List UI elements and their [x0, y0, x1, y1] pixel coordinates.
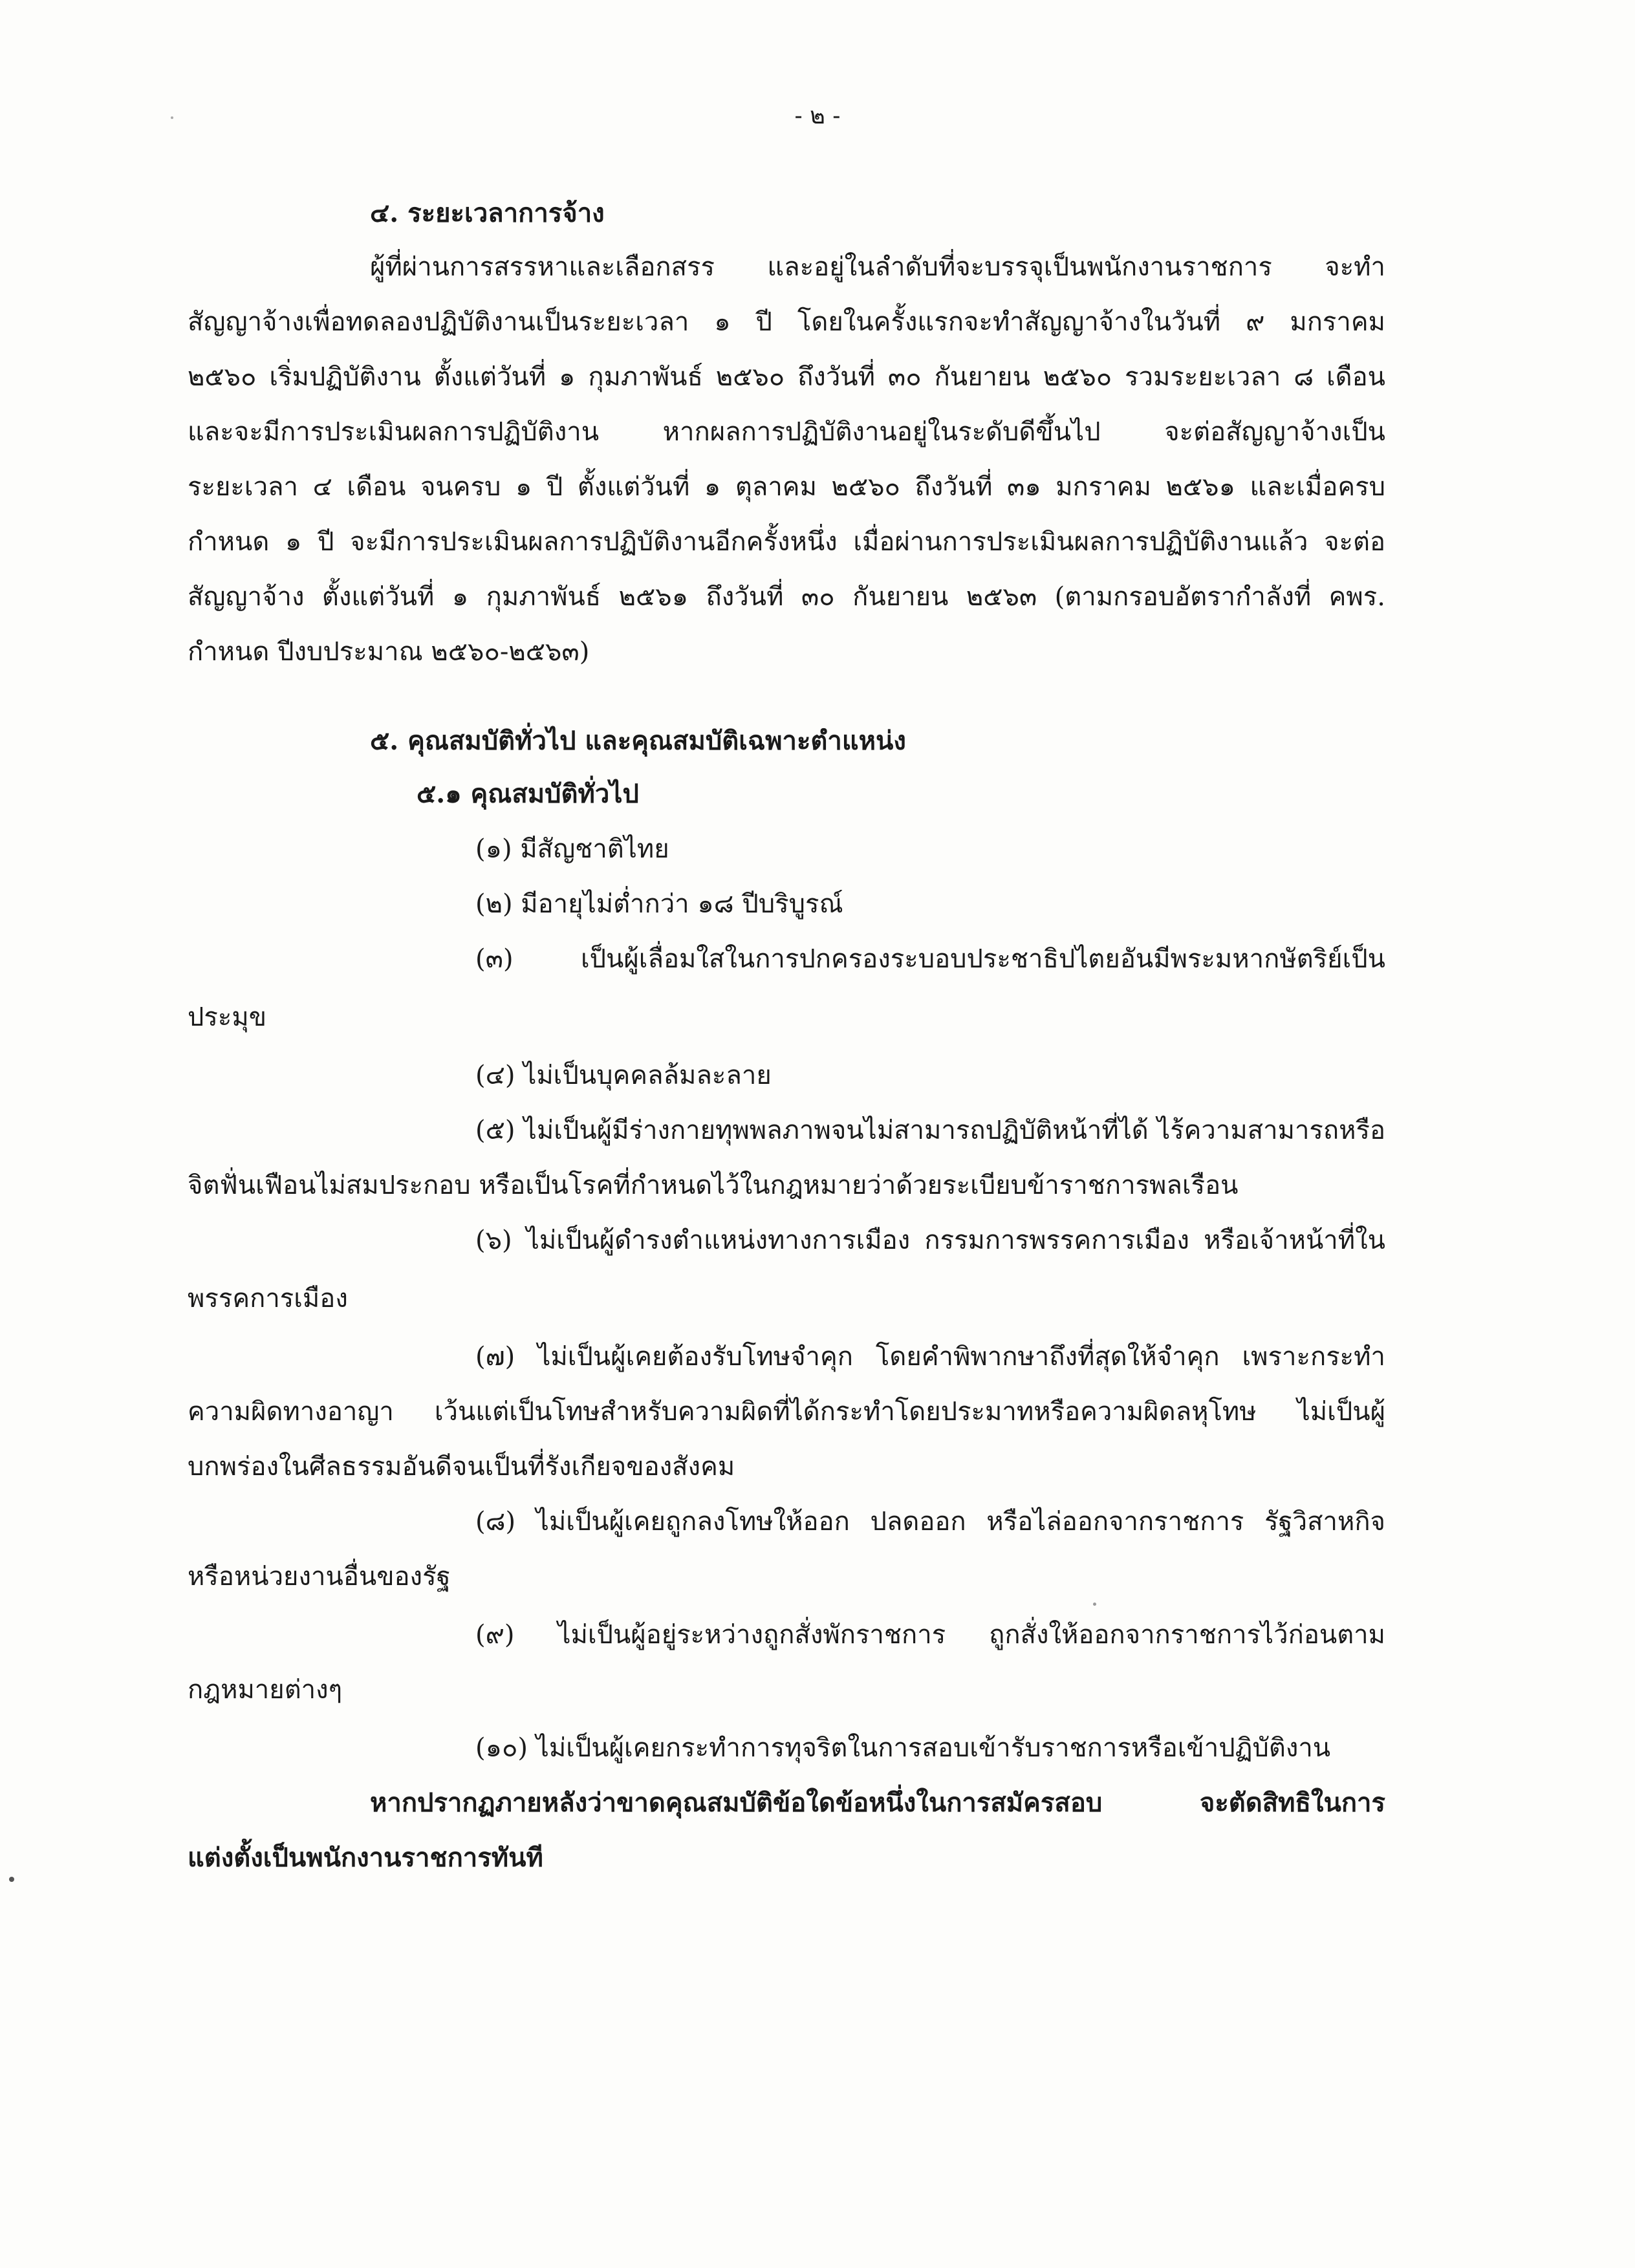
qualification-item-9-cont: กฎหมายต่างๆ — [188, 1675, 343, 1705]
qualification-item-8: (๘) ไม่เป็นผู้เคยถูกลงโทษให้ออก ปลดออก หรือไล่ออกจากราชการ รัฐวิสาหกิจ — [475, 1507, 1385, 1537]
section4-line-5: ระยะเวลา ๔ เดือน จนครบ ๑ ปี ตั้งแต่วันที่ ๑ ตุลาคม ๒๕๖๐ ถึงวันที่ ๓๑ มกราคม ๒๕๖๑ และเมื่อครบ — [188, 472, 1385, 502]
qualification-item-7-cont-2: บกพร่องในศีลธรรมอันดีจนเป็นที่รังเกียจของสังคม — [188, 1452, 735, 1482]
qualification-item-5: (๕) ไม่เป็นผู้มีร่างกายทุพพลภาพจนไม่สามารถปฏิบัติหน้าที่ได้ ไร้ความสามารถหรือ — [475, 1116, 1385, 1145]
scan-speck — [171, 116, 173, 119]
qualification-item-1: (๑) มีสัญชาติไทย — [475, 834, 669, 864]
qualification-item-5-cont: จิตฟั่นเฟือนไม่สมประกอบ หรือเป็นโรคที่กำหนดไว้ในกฎหมายว่าด้วยระเบียบข้าราชการพลเรือน — [188, 1171, 1239, 1200]
section4-line-3: ๒๕๖๐ เริ่มปฏิบัติงาน ตั้งแต่วันที่ ๑ กุมภาพันธ์ ๒๕๖๐ ถึงวันที่ ๓๐ กันยายน ๒๕๖๐ รวมระยะเวลา ๘ เดือน — [188, 362, 1385, 392]
qualification-item-4: (๔) ไม่เป็นบุคคลล้มละลาย — [475, 1061, 772, 1090]
section4-line-7: สัญญาจ้าง ตั้งแต่วันที่ ๑ กุมภาพันธ์ ๒๕๖๑ ถึงวันที่ ๓๐ กันยายน ๒๕๖๓ (ตามกรอบอัตรากำลังที่ คพร. — [188, 582, 1385, 612]
qualification-item-7: (๗) ไม่เป็นผู้เคยต้องรับโทษจำคุก โดยคำพิพากษาถึงที่สุดให้จำคุก เพราะกระทำ — [475, 1342, 1385, 1372]
qualification-item-8-cont: หรือหน่วยงานอื่นของรัฐ — [188, 1562, 451, 1592]
section4-line-4: และจะมีการประเมินผลการปฏิบัติงาน หากผลการปฏิบัติงานอยู่ในระดับดีขึ้นไป จะต่อสัญญาจ้างเป็น — [188, 417, 1385, 447]
qualification-item-10: (๑๐) ไม่เป็นผู้เคยกระทำการทุจริตในการสอบเข้ารับราชการหรือเข้าปฏิบัติงาน — [475, 1733, 1331, 1763]
page-number: - ๒ - — [794, 103, 841, 129]
section5-heading: ๕. คุณสมบัติทั่วไป และคุณสมบัติเฉพาะตำแหน่ง — [370, 726, 906, 756]
qualification-item-3-cont: ประมุข — [188, 1002, 267, 1032]
qualification-item-6: (๖) ไม่เป็นผู้ดำรงตำแหน่งทางการเมือง กรรมการพรรคการเมือง หรือเจ้าหน้าที่ใน — [475, 1226, 1385, 1255]
qualification-item-6-cont: พรรคการเมือง — [188, 1284, 348, 1313]
qualification-item-9: (๙) ไม่เป็นผู้อยู่ระหว่างถูกสั่งพักราชการ ถูกสั่งให้ออกจากราชการไว้ก่อนตาม — [475, 1620, 1385, 1650]
section4-line-6: กำหนด ๑ ปี จะมีการประเมินผลการปฏิบัติงานอีกครั้งหนึ่ง เมื่อผ่านการประเมินผลการปฏิบัติงานแล้ว จะต่อ — [188, 527, 1385, 557]
qualification-item-3: (๓) เป็นผู้เลื่อมใสในการปกครองระบอบประชาธิปไตยอันมีพระมหากษัตริย์เป็น — [475, 944, 1385, 974]
section4-heading: ๔. ระยะเวลาการจ้าง — [370, 198, 605, 228]
disqualification-note-2: แต่งตั้งเป็นพนักงานราชการทันที — [188, 1842, 543, 1873]
section5-1-heading: ๕.๑ คุณสมบัติทั่วไป — [417, 779, 639, 809]
scan-speck — [1093, 1603, 1096, 1606]
qualification-item-2: (๒) มีอายุไม่ต่ำกว่า ๑๘ ปีบริบูรณ์ — [475, 889, 843, 919]
section4-line-1: ผู้ที่ผ่านการสรรหาและเลือกสรร และอยู่ในลำดับที่จะบรรจุเป็นพนักงานราชการ จะทำ — [370, 252, 1385, 282]
disqualification-note-1: หากปรากฏภายหลังว่าขาดคุณสมบัติข้อใดข้อหนึ่งในการสมัครสอบ จะตัดสิทธิในการ — [370, 1787, 1385, 1818]
qualification-item-7-cont-1: ความผิดทางอาญา เว้นแต่เป็นโทษสำหรับความผิดที่ได้กระทำโดยประมาทหรือความผิดลหุโทษ ไม่เป็นผู้ — [188, 1397, 1385, 1427]
section4-line-8: กำหนด ปีงบประมาณ ๒๕๖๐-๒๕๖๓) — [188, 637, 590, 667]
scan-speck — [9, 1877, 14, 1882]
section4-line-2: สัญญาจ้างเพื่อทดลองปฏิบัติงานเป็นระยะเวลา ๑ ปี โดยในครั้งแรกจะทำสัญญาจ้างในวันที่ ๙ มกราคม — [188, 307, 1385, 337]
